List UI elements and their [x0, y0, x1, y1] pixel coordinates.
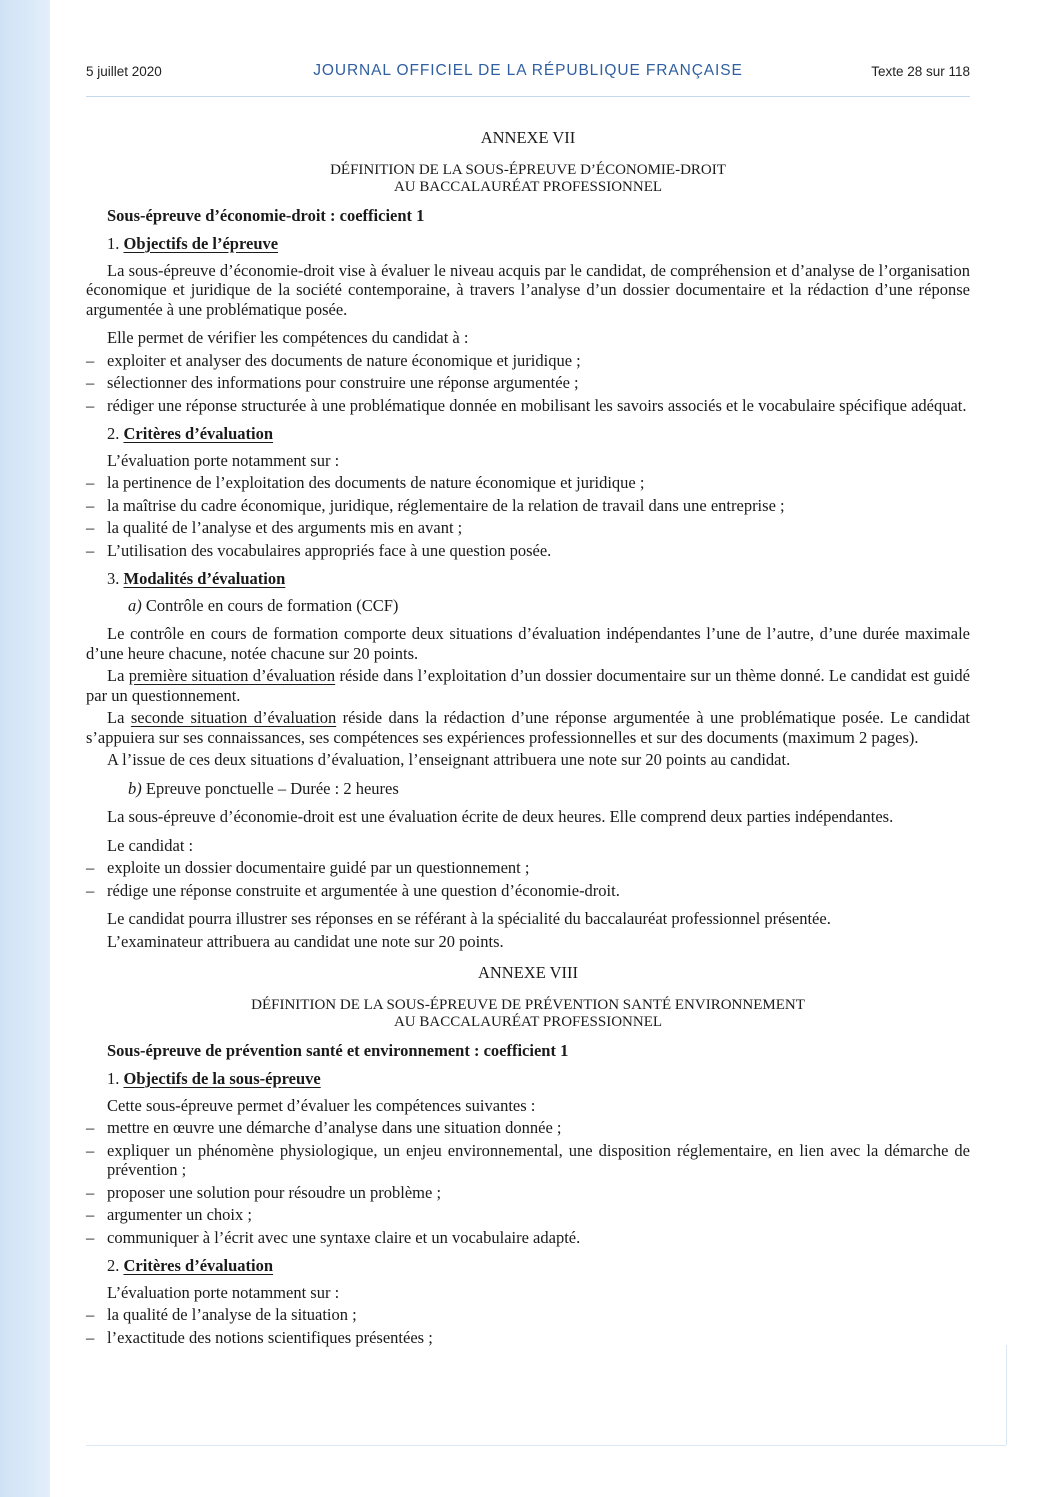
- page-frame-bottom: [86, 1445, 1006, 1446]
- section-number: 2.: [107, 1256, 124, 1275]
- header-text-number: Texte 28 sur 118: [871, 64, 970, 79]
- list-item: – argumenter un choix ;: [86, 1205, 970, 1225]
- section-title: Critères d’évaluation: [123, 424, 274, 443]
- section-title: Critères d’évaluation: [123, 1256, 274, 1275]
- bullet-list: [86, 1305, 970, 1347]
- text-run: réside dans la rédaction d’une réponse argumentée à une problématique posée. Le candidat s’appuiera sur ses connaissances, ses compétences ses expériences professionnelles et sur des documents (maximum 2 pages).: [86, 708, 971, 747]
- section-number: 2.: [107, 424, 124, 443]
- header-journal-title: JOURNAL OFFICIEL DE LA RÉPUBLIQUE FRANÇAISE: [313, 62, 743, 79]
- paragraph: La sous-épreuve d’économie-droit vise à évaluer le niveau acquis par le candidat, de compréhension et d’analyse de l’organisation économique et juridique de la société contemporaine, à travers l’analyse d’un dossier documentaire et la rédaction d’une réponse argumentée à une problématique posée.: [86, 260, 970, 319]
- list-item: – sélectionner des informations pour construire une réponse argumentée ;: [86, 373, 970, 393]
- annex-8-title: ANNEXE VIII: [477, 963, 579, 982]
- paragraph: L’évaluation porte notamment sur :: [107, 1282, 340, 1302]
- paragraph: L’évaluation porte notamment sur :: [107, 450, 340, 470]
- subsection-title: Epreuve ponctuelle – Durée : 2 heures: [141, 778, 399, 798]
- paragraph: Cette sous-épreuve permet d’évaluer les compétences suivantes :: [107, 1095, 536, 1115]
- subsection-title: Contrôle en cours de formation (CCF): [141, 595, 399, 615]
- list-item: – mettre en œuvre une démarche d’analyse dans une situation donnée ;: [86, 1118, 970, 1138]
- list-item: – la pertinence de l’exploitation des documents de nature économique et juridique ;: [86, 473, 970, 493]
- paragraph: Elle permet de vérifier les compétences du candidat à :: [107, 328, 469, 347]
- section-number: 1.: [107, 1069, 124, 1088]
- bullet-list: [86, 1118, 970, 1247]
- list-item: – L’utilisation des vocabulaires appropriés face à une question posée.: [86, 541, 970, 561]
- subsection-letter: b): [128, 778, 142, 798]
- paragraph: [86, 708, 970, 747]
- annex-7-definition-line-1: DÉFINITION DE LA SOUS-ÉPREUVE D’ÉCONOMIE-DROIT: [330, 161, 726, 178]
- subsection-letter: a): [128, 595, 142, 615]
- annex-7-section-2-heading: [86, 424, 970, 444]
- page-frame-right: [1006, 1345, 1007, 1445]
- text-run: réside dans l’exploitation d’un dossier documentaire sur un thème donné. Le candidat est guidé par un questionnement.: [86, 666, 971, 705]
- subsection-a-heading: [86, 596, 970, 616]
- annex-8-coefficient: Sous-épreuve de prévention santé et environnement : coefficient 1: [107, 1040, 569, 1060]
- text-run: La: [107, 708, 131, 727]
- paragraph: La sous-épreuve d’économie-droit est une évaluation écrite de deux heures. Elle comprend deux parties indépendantes.: [107, 807, 894, 826]
- bullet-list: [86, 351, 970, 416]
- paragraph: Le candidat :: [107, 835, 194, 855]
- annex-7-section-1-heading: [86, 234, 970, 254]
- side-color-band: [0, 0, 50, 1497]
- underlined-text: première situation d’évaluation: [128, 666, 336, 685]
- document-body: [86, 116, 970, 1356]
- list-item: – la qualité de l’analyse et des arguments mis en avant ;: [86, 518, 970, 538]
- header-divider: [86, 96, 970, 97]
- list-item: – la maîtrise du cadre économique, juridique, réglementaire de la relation de travail dans une entreprise ;: [86, 496, 970, 516]
- section-title: Objectifs de l’épreuve: [123, 234, 279, 253]
- subsection-b-heading: [86, 779, 970, 799]
- bullet-list: [86, 473, 970, 560]
- annex-8-definition-line-1: DÉFINITION DE LA SOUS-ÉPREUVE DE PRÉVENTION SANTÉ ENVIRONNEMENT: [251, 996, 805, 1013]
- section-title: Objectifs de la sous-épreuve: [123, 1069, 321, 1088]
- list-item: – rédiger une réponse structurée à une problématique donnée en mobilisant les savoirs associés et le vocabulaire spécifique adéquat.: [86, 396, 970, 416]
- annex-7-definition-line-2: AU BACCALAURÉAT PROFESSIONNEL: [393, 179, 663, 195]
- annex-8-definition-line-2: AU BACCALAURÉAT PROFESSIONNEL: [393, 1014, 663, 1030]
- list-item: – proposer une solution pour résoudre un problème ;: [86, 1183, 970, 1203]
- paragraph: Le contrôle en cours de formation comporte deux situations d’évaluation indépendantes l’une de l’autre, d’une durée maximale d’une heure chacune, notée chacune sur 20 points.: [86, 624, 970, 663]
- underlined-text: seconde situation d’évaluation: [130, 708, 337, 727]
- list-item: – exploiter et analyser des documents de nature économique et juridique ;: [86, 351, 970, 371]
- annex-8-section-1-heading: [86, 1069, 970, 1089]
- text-run: La: [107, 666, 129, 685]
- list-item: – exploite un dossier documentaire guidé par un questionnement ;: [86, 858, 970, 878]
- list-item: – communiquer à l’écrit avec une syntaxe claire et un vocabulaire adapté.: [86, 1228, 970, 1248]
- paragraph: A l’issue de ces deux situations d’évaluation, l’enseignant attribuera une note sur 20 points au candidat.: [107, 750, 791, 769]
- paragraph: Le candidat pourra illustrer ses réponses en se référant à la spécialité du baccalauréat professionnel présentée.: [107, 909, 831, 928]
- annex-7-definition: [86, 162, 970, 197]
- annex-8-section-2-heading: [86, 1256, 970, 1276]
- section-number: 1.: [107, 234, 124, 253]
- section-number: 3.: [107, 569, 124, 588]
- paragraph: [86, 666, 970, 705]
- annex-8-definition: [86, 997, 970, 1032]
- annex-7-title: ANNEXE VII: [480, 128, 576, 147]
- annex-7-section-3-heading: [86, 569, 970, 589]
- paragraph: L’examinateur attribuera au candidat une note sur 20 points.: [107, 931, 504, 951]
- section-title: Modalités d’évaluation: [123, 569, 286, 588]
- page-header: [86, 64, 970, 84]
- header-date: 5 juillet 2020: [86, 64, 162, 79]
- bullet-list: [86, 858, 970, 900]
- list-item: – l’exactitude des notions scientifiques présentées ;: [86, 1328, 970, 1348]
- list-item: – expliquer un phénomène physiologique, un enjeu environnemental, une disposition réglementaire, en lien avec la démarche de prévention ;: [86, 1141, 970, 1180]
- list-item: – la qualité de l’analyse de la situation ;: [86, 1305, 970, 1325]
- list-item: – rédige une réponse construite et argumentée à une question d’économie-droit.: [86, 881, 970, 901]
- annex-7-coefficient: Sous-épreuve d’économie-droit : coefficient 1: [107, 205, 425, 225]
